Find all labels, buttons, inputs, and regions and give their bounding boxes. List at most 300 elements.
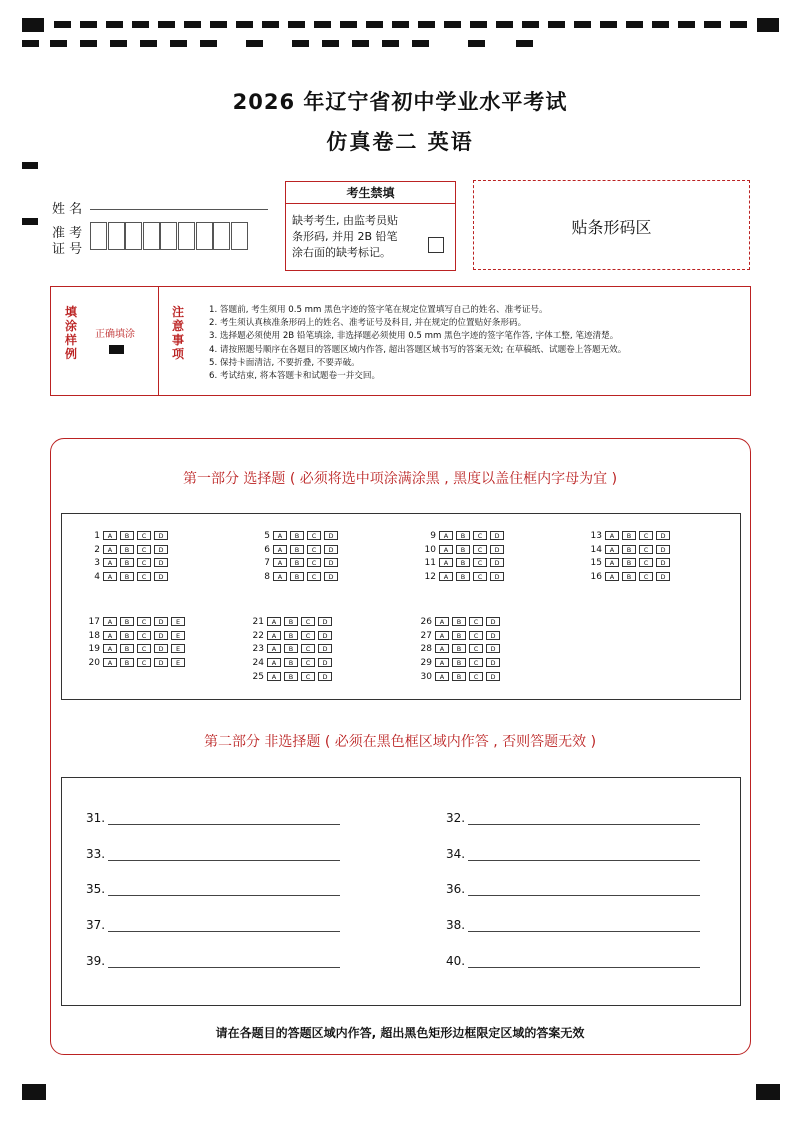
answer-number: 39.: [86, 953, 106, 968]
title-char: 例: [65, 347, 78, 361]
option-bubble-a[interactable]: A: [267, 631, 281, 640]
option-bubble-d[interactable]: D: [318, 644, 332, 653]
option-bubble-a[interactable]: A: [439, 545, 453, 554]
option-bubble-c[interactable]: C: [301, 658, 315, 667]
option-bubble-a[interactable]: A: [273, 572, 287, 581]
option-bubble-d[interactable]: D: [318, 658, 332, 667]
option-bubble-a[interactable]: A: [273, 558, 287, 567]
title-char: 意: [172, 319, 185, 333]
option-bubble-c[interactable]: C: [137, 617, 151, 626]
question-number: 11: [424, 558, 436, 569]
id-label-line1: 准 考: [52, 226, 83, 241]
question-row: [254, 531, 341, 541]
option-bubble-c[interactable]: C: [473, 545, 487, 554]
question-row: [84, 631, 188, 641]
id-digit-box[interactable]: [108, 222, 125, 250]
answer-underline: [468, 895, 700, 896]
option-bubble-d[interactable]: D: [154, 531, 168, 540]
page-title: 2026 年辽宁省初中学业水平考试: [232, 90, 568, 114]
option-bubble-b[interactable]: B: [120, 572, 134, 581]
question-row: [84, 558, 171, 568]
question-number: 20: [88, 658, 100, 669]
question-row: [420, 572, 507, 582]
notice-item: 6. 考试结束, 将本答题卡和试题卷一并交回。: [209, 371, 381, 382]
timing-mark: [412, 40, 429, 47]
question-row: [84, 545, 171, 555]
option-bubble-a[interactable]: A: [273, 531, 287, 540]
answer-number: 40.: [446, 953, 466, 968]
option-bubble-a[interactable]: A: [267, 644, 281, 653]
question-number: 28: [420, 644, 432, 655]
timing-mark: [140, 40, 157, 47]
question-number: 1: [94, 531, 100, 541]
barcode-area: [473, 180, 750, 270]
timing-mark: [184, 21, 201, 28]
option-bubble-b[interactable]: B: [290, 558, 304, 567]
option-bubble-e[interactable]: E: [171, 658, 185, 667]
option-bubble-c[interactable]: C: [307, 531, 321, 540]
question-row: [84, 658, 188, 668]
question-number: 30: [420, 671, 432, 682]
question-number: 24: [252, 658, 264, 669]
timing-mark: [444, 21, 461, 28]
option-bubble-b[interactable]: B: [622, 572, 636, 581]
divider: [158, 287, 159, 395]
option-bubble-a[interactable]: A: [435, 658, 449, 667]
question-row: [420, 558, 507, 568]
option-bubble-d[interactable]: D: [154, 545, 168, 554]
timing-mark: [132, 21, 149, 28]
question-row: [420, 531, 507, 541]
question-row: [416, 672, 503, 682]
notice-item: 4. 请按照题号顺序在各题目的答题区域内作答, 超出答题区域书写的答案无效; 在草稿纸、试题卷上答题无效。: [209, 344, 627, 355]
id-digit-box[interactable]: [90, 222, 107, 250]
corner-mark: [757, 18, 779, 32]
id-digit-box[interactable]: [125, 222, 142, 250]
timing-mark: [340, 21, 357, 28]
option-bubble-c[interactable]: C: [473, 531, 487, 540]
answer-underline: [108, 967, 340, 968]
option-bubble-b[interactable]: B: [120, 531, 134, 540]
option-bubble-c[interactable]: C: [137, 644, 151, 653]
answer-line[interactable]: [446, 882, 465, 896]
option-bubble-d[interactable]: D: [490, 558, 504, 567]
option-bubble-d[interactable]: D: [486, 644, 500, 653]
option-bubble-d[interactable]: D: [154, 631, 168, 640]
answer-number: 31.: [86, 811, 106, 825]
timing-mark: [468, 40, 485, 47]
option-bubble-b[interactable]: B: [290, 531, 304, 540]
option-bubble-b[interactable]: B: [452, 672, 466, 681]
question-number: 3: [94, 558, 100, 569]
question-row: [254, 545, 341, 555]
timing-mark: [22, 40, 39, 47]
part2-title: 第二部分 非选择题 ( 必须在黑色框区域内作答 , 否则答题无效 ): [203, 734, 597, 750]
notice-item: 1. 答题前, 考生须用 0.5 mm 黑色字迹的签字笔在规定位置填写自己的姓名、准考证号。: [209, 305, 548, 315]
option-bubble-c[interactable]: C: [301, 617, 315, 626]
option-bubble-e[interactable]: E: [171, 644, 185, 653]
timing-mark: [382, 40, 399, 47]
option-bubble-d[interactable]: D: [656, 531, 670, 540]
timing-mark: [288, 21, 305, 28]
title-char: 涂: [65, 319, 78, 333]
part1-title: 第一部分 选择题 ( 必须将选中项涂满涂黑 , 黑度以盖住框内字母为宜 ): [182, 471, 618, 487]
option-bubble-a[interactable]: A: [605, 572, 619, 581]
question-row: [586, 531, 673, 541]
option-bubble-b[interactable]: B: [452, 644, 466, 653]
option-bubble-d[interactable]: D: [318, 631, 332, 640]
option-bubble-b[interactable]: B: [284, 658, 298, 667]
option-bubble-a[interactable]: A: [273, 545, 287, 554]
question-number: 16: [590, 572, 602, 583]
option-bubble-c[interactable]: C: [639, 531, 653, 540]
question-row: [248, 617, 335, 627]
question-row: [248, 631, 335, 641]
option-bubble-c[interactable]: C: [137, 531, 151, 540]
answer-underline: [468, 967, 700, 968]
title-char: 事: [172, 333, 185, 347]
option-bubble-d[interactable]: D: [486, 617, 500, 626]
question-row: [84, 531, 171, 541]
option-bubble-b[interactable]: B: [120, 658, 134, 667]
option-bubble-a[interactable]: A: [605, 531, 619, 540]
notice-item: 2. 考生须认真核准条形码上的姓名、准考证号及科目, 并在规定的位置贴好条形码。: [209, 318, 527, 329]
corner-mark: [22, 1084, 46, 1100]
question-number: 9: [430, 531, 436, 541]
answer-line[interactable]: [86, 954, 105, 968]
option-bubble-b[interactable]: B: [284, 631, 298, 640]
corner-mark: [22, 18, 44, 32]
option-bubble-a[interactable]: A: [605, 545, 619, 554]
option-bubble-a[interactable]: A: [435, 617, 449, 626]
option-bubble-c[interactable]: C: [639, 572, 653, 581]
id-label-line2: 证 号: [52, 242, 83, 257]
absent-box-text-2: 条形码, 并用 2B 铅笔: [292, 230, 398, 243]
option-bubble-b[interactable]: B: [456, 572, 470, 581]
option-bubble-c[interactable]: C: [301, 644, 315, 653]
option-bubble-a[interactable]: A: [435, 672, 449, 681]
answer-underline: [108, 824, 340, 825]
timing-mark: [314, 21, 331, 28]
notice-item: 3. 选择题必须使用 2B 铅笔填涂, 非选择题必须使用 0.5 mm 黑色字迹的签字笔作答, 字体工整, 笔迹清楚。: [209, 331, 619, 342]
question-row: [254, 558, 341, 568]
timing-mark: [236, 21, 253, 28]
option-bubble-b[interactable]: B: [452, 658, 466, 667]
option-bubble-a[interactable]: A: [103, 572, 117, 581]
timing-mark: [80, 21, 97, 28]
option-bubble-c[interactable]: C: [137, 572, 151, 581]
timing-mark: [704, 21, 721, 28]
question-row: [84, 617, 188, 627]
option-bubble-d[interactable]: D: [486, 631, 500, 640]
option-bubble-d[interactable]: D: [318, 617, 332, 626]
id-digit-box[interactable]: [178, 222, 195, 250]
timing-mark: [418, 21, 435, 28]
option-bubble-a[interactable]: A: [605, 558, 619, 567]
option-bubble-a[interactable]: A: [267, 617, 281, 626]
option-bubble-b[interactable]: B: [622, 531, 636, 540]
question-number: 22: [252, 630, 264, 641]
answer-line[interactable]: [86, 847, 105, 861]
side-mark: [22, 218, 38, 225]
question-row: [420, 545, 507, 555]
barcode-area-label: 贴条形码区: [571, 218, 652, 237]
corner-mark: [756, 1084, 780, 1100]
question-number: 29: [420, 658, 432, 669]
question-number: 18: [88, 630, 100, 641]
timing-mark: [574, 21, 591, 28]
option-bubble-a[interactable]: A: [103, 531, 117, 540]
option-bubble-d[interactable]: D: [154, 644, 168, 653]
question-row: [416, 644, 503, 654]
answer-underline: [468, 824, 700, 825]
option-bubble-b[interactable]: B: [284, 672, 298, 681]
name-label: 姓 名: [52, 202, 83, 217]
option-bubble-c[interactable]: C: [137, 631, 151, 640]
question-number: 2: [94, 544, 100, 555]
timing-mark: [516, 40, 533, 47]
timing-mark: [54, 21, 71, 28]
option-bubble-b[interactable]: B: [120, 617, 134, 626]
option-bubble-d[interactable]: D: [486, 658, 500, 667]
title-char: 注: [172, 305, 185, 319]
correct-fill-sample: [109, 345, 124, 354]
option-bubble-d[interactable]: D: [490, 531, 504, 540]
answer-line[interactable]: [446, 954, 465, 968]
answer-underline: [468, 860, 700, 861]
option-bubble-b[interactable]: B: [290, 572, 304, 581]
question-number: 10: [424, 544, 436, 555]
question-row: [248, 644, 335, 654]
timing-mark: [262, 21, 279, 28]
question-number: 15: [590, 558, 602, 569]
option-bubble-c[interactable]: C: [473, 558, 487, 567]
option-bubble-a[interactable]: A: [103, 617, 117, 626]
option-bubble-c[interactable]: C: [307, 545, 321, 554]
answer-line[interactable]: [446, 918, 465, 932]
absent-box-text-3: 涂右面的缺考标记。: [292, 246, 391, 259]
option-bubble-c[interactable]: C: [301, 672, 315, 681]
answer-line[interactable]: [86, 882, 105, 896]
option-bubble-b[interactable]: B: [284, 617, 298, 626]
notice-title: [172, 305, 188, 361]
option-bubble-c[interactable]: C: [639, 545, 653, 554]
footer-note: 请在各题目的答题区域内作答, 超出黑色矩形边框限定区域的答案无效: [215, 1026, 585, 1040]
option-bubble-b[interactable]: B: [120, 545, 134, 554]
id-digit-box[interactable]: [231, 222, 248, 250]
id-digit-box[interactable]: [196, 222, 213, 250]
answer-underline: [468, 931, 700, 932]
option-bubble-a[interactable]: A: [267, 658, 281, 667]
question-row: [586, 558, 673, 568]
option-bubble-c[interactable]: C: [137, 558, 151, 567]
option-bubble-a[interactable]: A: [103, 644, 117, 653]
option-bubble-d[interactable]: D: [324, 531, 338, 540]
question-number: 4: [94, 572, 100, 583]
option-bubble-d[interactable]: D: [324, 558, 338, 567]
timing-mark: [600, 21, 617, 28]
id-digit-box[interactable]: [213, 222, 230, 250]
option-bubble-c[interactable]: C: [301, 631, 315, 640]
timing-mark: [352, 40, 369, 47]
answer-line[interactable]: [86, 918, 105, 932]
option-bubble-b[interactable]: B: [284, 644, 298, 653]
question-number: 26: [420, 617, 432, 627]
answer-underline: [108, 931, 340, 932]
option-bubble-c[interactable]: C: [137, 658, 151, 667]
option-bubble-b[interactable]: B: [622, 558, 636, 567]
question-number: 27: [420, 630, 432, 641]
option-bubble-d[interactable]: D: [490, 545, 504, 554]
option-bubble-c[interactable]: C: [469, 672, 483, 681]
option-bubble-b[interactable]: B: [456, 558, 470, 567]
option-bubble-b[interactable]: B: [456, 531, 470, 540]
timing-mark: [158, 21, 175, 28]
timing-mark: [246, 40, 263, 47]
answer-underline: [108, 895, 340, 896]
option-bubble-b[interactable]: B: [120, 631, 134, 640]
question-row: [416, 617, 503, 627]
timing-mark: [470, 21, 487, 28]
answer-number: 36.: [446, 882, 466, 897]
option-bubble-c[interactable]: C: [469, 631, 483, 640]
option-bubble-a[interactable]: A: [435, 644, 449, 653]
question-row: [416, 631, 503, 641]
question-number: 13: [590, 531, 602, 541]
option-bubble-a[interactable]: A: [267, 672, 281, 681]
question-number: 8: [264, 572, 270, 583]
option-bubble-b[interactable]: B: [456, 545, 470, 554]
timing-mark: [548, 21, 565, 28]
answer-number: 35.: [86, 882, 106, 897]
option-bubble-a[interactable]: A: [103, 658, 117, 667]
option-bubble-d[interactable]: D: [318, 672, 332, 681]
timing-mark: [50, 40, 67, 47]
option-bubble-c[interactable]: C: [473, 572, 487, 581]
option-bubble-e[interactable]: E: [171, 617, 185, 626]
question-row: [416, 658, 503, 668]
timing-mark: [322, 40, 339, 47]
option-bubble-c[interactable]: C: [469, 658, 483, 667]
absent-box-text-1: 缺考考生, 由监考员贴: [292, 214, 398, 227]
notice-item: 5. 保持卡面清洁, 不要折叠, 不要弄破。: [209, 357, 360, 368]
title-char: 项: [172, 347, 185, 361]
timing-mark: [292, 40, 309, 47]
answer-number: 33.: [86, 846, 106, 861]
question-row: [586, 545, 673, 555]
option-bubble-b[interactable]: B: [120, 558, 134, 567]
option-bubble-a[interactable]: A: [439, 572, 453, 581]
option-bubble-d[interactable]: D: [486, 672, 500, 681]
question-row: [248, 672, 335, 682]
choice-area: [61, 513, 741, 700]
option-bubble-d[interactable]: D: [154, 572, 168, 581]
timing-mark: [106, 21, 123, 28]
question-number: 12: [424, 572, 436, 583]
option-bubble-c[interactable]: C: [469, 644, 483, 653]
question-row: [248, 658, 335, 668]
answer-number: 38.: [446, 918, 466, 933]
option-bubble-b[interactable]: B: [290, 545, 304, 554]
written-area: [61, 777, 741, 1006]
option-bubble-c[interactable]: C: [137, 545, 151, 554]
answer-line[interactable]: [86, 811, 105, 825]
answer-underline: [108, 860, 340, 861]
instruction-box: [50, 286, 751, 396]
id-digit-box[interactable]: [160, 222, 177, 250]
option-bubble-d[interactable]: D: [656, 558, 670, 567]
timing-mark: [110, 40, 127, 47]
option-bubble-b[interactable]: B: [120, 644, 134, 653]
option-bubble-c[interactable]: C: [307, 572, 321, 581]
title-char: 填: [65, 305, 78, 319]
question-number: 6: [264, 544, 270, 555]
timing-mark: [522, 21, 539, 28]
option-bubble-d[interactable]: D: [656, 545, 670, 554]
answer-line[interactable]: [446, 847, 465, 861]
timing-mark: [730, 21, 747, 28]
option-bubble-e[interactable]: E: [171, 631, 185, 640]
option-bubble-c[interactable]: C: [469, 617, 483, 626]
title-char: 样: [65, 333, 78, 347]
page-subtitle: 仿真卷二 英语: [326, 130, 474, 154]
question-number: 17: [88, 617, 100, 627]
option-bubble-a[interactable]: A: [439, 558, 453, 567]
question-row: [84, 572, 171, 582]
option-bubble-a[interactable]: A: [439, 531, 453, 540]
correct-fill-label: 正确填涂: [95, 329, 135, 340]
option-bubble-b[interactable]: B: [622, 545, 636, 554]
question-row: [84, 644, 188, 654]
absent-box: [285, 181, 456, 271]
timing-mark: [200, 40, 217, 47]
absent-box-title: 考生禁填: [286, 182, 455, 204]
name-field[interactable]: [90, 209, 268, 210]
option-bubble-d[interactable]: D: [154, 658, 168, 667]
sample-title: [65, 305, 81, 361]
option-bubble-a[interactable]: A: [103, 558, 117, 567]
option-bubble-d[interactable]: D: [490, 572, 504, 581]
option-bubble-d[interactable]: D: [324, 545, 338, 554]
absent-mark-checkbox[interactable]: [428, 237, 444, 253]
option-bubble-d[interactable]: D: [656, 572, 670, 581]
answer-number: 32.: [446, 811, 466, 825]
timing-mark: [652, 21, 669, 28]
option-bubble-c[interactable]: C: [639, 558, 653, 567]
option-bubble-a[interactable]: A: [103, 631, 117, 640]
option-bubble-b[interactable]: B: [452, 631, 466, 640]
timing-mark: [80, 40, 97, 47]
option-bubble-d[interactable]: D: [154, 558, 168, 567]
answer-line[interactable]: [446, 811, 465, 825]
option-bubble-d[interactable]: D: [154, 617, 168, 626]
question-number: 23: [252, 644, 264, 655]
id-digit-box[interactable]: [143, 222, 160, 250]
timing-mark: [392, 21, 409, 28]
option-bubble-d[interactable]: D: [324, 572, 338, 581]
question-number: 14: [590, 544, 602, 555]
option-bubble-a[interactable]: A: [103, 545, 117, 554]
option-bubble-a[interactable]: A: [435, 631, 449, 640]
side-mark: [22, 162, 38, 169]
question-row: [586, 572, 673, 582]
option-bubble-c[interactable]: C: [307, 558, 321, 567]
question-number: 25: [252, 671, 264, 682]
answer-number: 34.: [446, 846, 466, 861]
question-number: 21: [252, 617, 264, 627]
question-row: [254, 572, 341, 582]
option-bubble-b[interactable]: B: [452, 617, 466, 626]
